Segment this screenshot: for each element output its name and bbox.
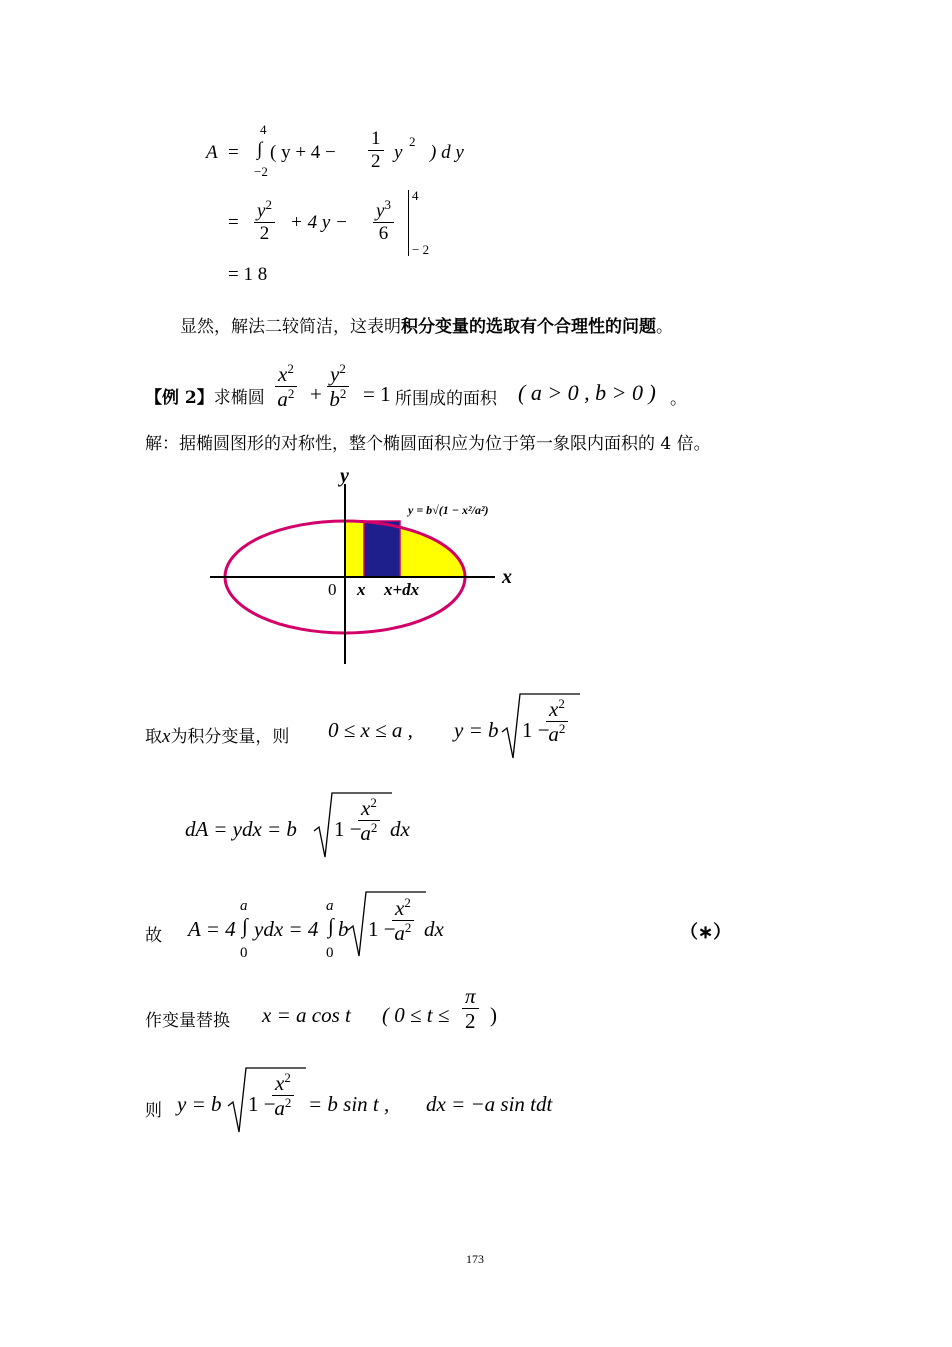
remark-end: 。 [656, 317, 673, 337]
step4-range-left: ( 0 ≤ t ≤ [382, 1003, 450, 1027]
fraction-x2-a2 [275, 362, 297, 411]
eval-lower-limit: − 2 [412, 242, 430, 257]
step3-expr2: ydx = 4 [254, 917, 319, 941]
xdx-tick-label: x+dx [384, 580, 420, 599]
equals-one: = 1 [363, 382, 391, 406]
eq-top-line3: = 1 8 [228, 264, 268, 285]
step1-text2: 为积分变量，则 [170, 727, 290, 747]
step1-range: 0 ≤ x ≤ a , [328, 718, 413, 742]
numerator-y: y [257, 200, 266, 222]
fraction-y2-b2 [327, 362, 349, 411]
page-number: 173 [466, 1252, 484, 1266]
fraction-x2-a2: $\frac{x^2}{a^2}$ [392, 896, 414, 945]
fraction-x2-a2: $\frac{x^2}{a^2}$ [272, 1071, 294, 1120]
b-var: b [329, 387, 340, 412]
integrand-left: ( y + 4 − [270, 142, 336, 163]
example-after: 所围成的面积 [395, 389, 497, 409]
step5-lhs: y = b [177, 1092, 222, 1116]
exponent: 2 [339, 386, 347, 402]
example-end: 。 [670, 389, 687, 409]
denominator: 6 [378, 223, 389, 245]
fraction-pi-over-2 [462, 984, 479, 1033]
exponent: 2 [409, 134, 416, 149]
fraction-x2-a2: $\frac{x^2}{a^2}$ [358, 796, 380, 845]
integral-lower-limit: −2 [254, 164, 268, 179]
integral-sign: ∫ [242, 914, 248, 938]
remark-text: 显然，解法二较简洁，这表明 [180, 317, 401, 337]
remark-paragraph [180, 312, 673, 337]
denominator: 2 [259, 223, 270, 245]
step3-lower-0: 0 [240, 945, 248, 961]
step3-upper-a2: a [326, 898, 334, 914]
curve-equation-label: y = b√(1 − x²/a²) [408, 503, 489, 517]
step3-lower-02: 0 [326, 945, 334, 961]
equals-sign: = [228, 212, 239, 233]
remark-bold: 积分变量的选取有个合理性的问题 [401, 317, 656, 337]
two: 2 [465, 1009, 476, 1034]
fraction-x2-a2: $\frac{x^2}{a^2}$ [546, 697, 568, 746]
pi: π [462, 984, 479, 1009]
symbol-A: A [206, 142, 218, 163]
ellipse-figure [200, 462, 525, 667]
step5-ze: 则 [145, 1101, 162, 1121]
integral-sign: ∫ [257, 139, 263, 160]
example-condition: ( a > 0 , b > 0 ) [518, 380, 656, 405]
step4-expr: x = a cos t [262, 1003, 351, 1027]
a-var: a [277, 387, 288, 412]
one-minus: 1 − [368, 917, 396, 941]
step4-range-right: ) [490, 1003, 497, 1027]
step1-y-eq: y = b [454, 718, 499, 742]
step3-upper-a: a [240, 898, 248, 914]
y-var: y [330, 362, 340, 386]
one-minus: 1 − [248, 1092, 276, 1116]
x-axis-label: x [502, 566, 512, 588]
fraction-denominator: 2 [371, 150, 381, 172]
solution-text: 解：据椭圆图形的对称性，整个椭圆面积应为位于第一象限内面积的 4 倍。 [145, 434, 711, 454]
exponent: 2 [339, 361, 346, 376]
fraction-numerator: 1 [368, 128, 384, 151]
integral-sign-2: ∫ [328, 914, 334, 938]
area-strip [364, 521, 400, 577]
exponent: 2 [265, 197, 272, 212]
plus-sign: + [310, 382, 322, 406]
step3-dx: dx [424, 917, 444, 941]
example-label: 【例 2】求椭圆 [145, 388, 265, 408]
step2-lhs: dA = ydx = b [185, 817, 297, 841]
fraction-y3-over-6 [373, 198, 394, 245]
middle-terms: + 4 y − [290, 212, 348, 233]
integral-upper-limit: 4 [260, 122, 267, 137]
fraction-y2-over-2 [254, 198, 275, 245]
one-minus: 1 − [522, 718, 550, 742]
one-minus: 1 − [334, 817, 362, 841]
evaluation-bar [408, 190, 409, 256]
origin-label: 0 [328, 580, 337, 599]
step3-b: b [338, 917, 349, 941]
exponent: 3 [384, 197, 391, 212]
x-tick-label: x [357, 580, 366, 599]
example-prompt: 求椭圆 [213, 388, 265, 408]
numerator-y: y [376, 200, 385, 222]
equals-sign: = [228, 142, 239, 163]
exponent: 2 [287, 361, 294, 376]
step1-var: x [162, 726, 171, 747]
step1-text: 取 [145, 727, 162, 747]
step3-gu: 故 [145, 926, 162, 946]
step5-rhs: = b sin t , [308, 1092, 390, 1116]
step5-dx: dx = −a sin tdt [426, 1092, 553, 1116]
eval-upper-limit: 4 [412, 188, 419, 203]
integrand-y: y [394, 142, 403, 163]
step2-dx: dx [390, 817, 410, 841]
differential-dy: ) d y [430, 142, 464, 163]
fraction-one-half [368, 128, 384, 173]
step4-text: 作变量替换 [145, 1011, 230, 1031]
exponent: 2 [287, 386, 295, 402]
y-axis-label: y [340, 465, 349, 487]
step3-expr1: A = 4 [188, 917, 236, 941]
x-var: x [278, 362, 288, 386]
equation-star-tag: （∗） [680, 922, 732, 942]
